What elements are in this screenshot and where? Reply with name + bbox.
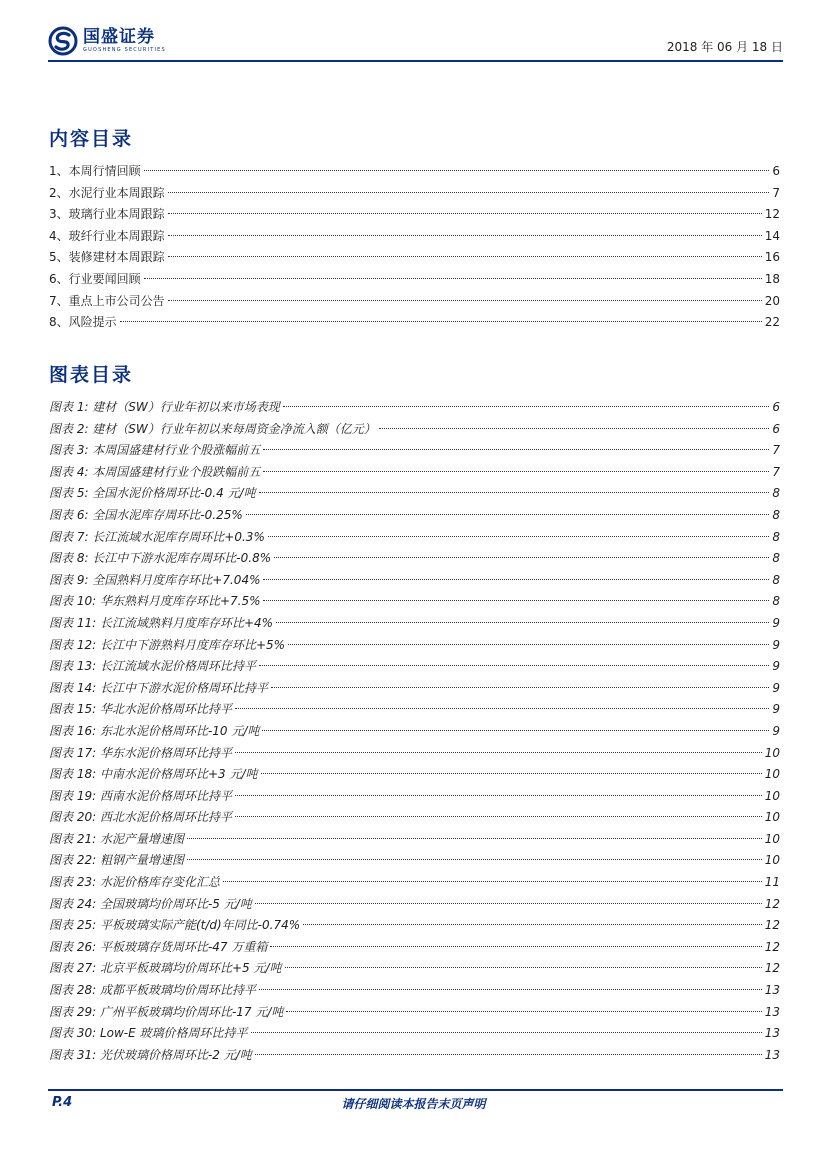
toc-entry[interactable] [49, 312, 780, 334]
figure-entry-page: 12 [764, 939, 780, 954]
toc-entry[interactable] [49, 226, 780, 248]
dot-leader [303, 924, 762, 925]
footer-disclaimer: 请仔细阅读本报告末页声明 [341, 1097, 486, 1111]
figure-entry-label: 图表 30: Low-E 玻璃价格周环比持平 [49, 1026, 248, 1041]
figure-entry-label: 图表 17: 华东水泥价格周环比持平 [49, 745, 232, 760]
dot-leader [259, 492, 770, 493]
figure-entry-label: 图表 24: 全国玻璃均价周环比-5 元/吨 [49, 896, 252, 911]
figure-entry[interactable] [49, 570, 780, 592]
toc-entry-label: 7、重点上市公司公告 [49, 293, 165, 308]
figure-entry-page: 10 [764, 810, 780, 825]
figure-entry[interactable] [49, 721, 780, 743]
figure-entry-page: 8 [772, 507, 780, 522]
report-date: 2018 年 06 月 18 日 [666, 40, 783, 54]
dot-leader [263, 471, 769, 472]
dot-leader [288, 644, 769, 645]
figure-entry-label: 图表 11: 长江流域熟料月度库存环比+4% [49, 615, 274, 630]
company-logo [48, 26, 166, 56]
figure-entry[interactable] [49, 548, 780, 570]
dot-leader [168, 213, 762, 214]
figure-entry-label: 图表 7: 长江流域水泥库存周环比+0.3% [49, 529, 265, 544]
figure-entry[interactable] [49, 635, 780, 657]
figure-entry-label: 图表 10: 华东熟料月度库存环比+7.5% [49, 594, 261, 609]
figure-entry-label: 图表 31: 光伏玻璃价格周环比-2 元/吨 [49, 1047, 252, 1062]
dot-leader [263, 579, 769, 580]
figure-entry-page: 10 [764, 853, 780, 868]
dot-leader [276, 622, 769, 623]
toc-entry-label: 4、玻纤行业本周跟踪 [49, 228, 165, 243]
figure-entry-label: 图表 23: 水泥价格库存变化汇总 [49, 875, 220, 890]
toc-entry[interactable] [49, 183, 780, 205]
figure-entry-page: 13 [764, 1026, 780, 1041]
figure-entry-page: 11 [764, 875, 780, 890]
toc-entry-page: 14 [764, 228, 780, 243]
toc-entry-label: 3、玻璃行业本周跟踪 [49, 207, 165, 222]
toc-entry-page: 16 [764, 250, 780, 265]
figure-entry-page: 9 [772, 680, 780, 695]
dot-leader [263, 600, 769, 601]
figure-entry-page: 12 [764, 961, 780, 976]
figure-entry-page: 10 [764, 745, 780, 760]
toc-entry-page: 20 [764, 293, 780, 308]
dot-leader [286, 1011, 761, 1012]
figure-entry-page: 8 [772, 529, 780, 544]
figure-entry-label: 图表 14: 长江中下游水泥价格周环比持平 [49, 680, 268, 695]
figure-entry-label: 图表 13: 长江流域水泥价格周环比持平 [49, 659, 256, 674]
toc-entry[interactable] [49, 161, 780, 183]
guosheng-logo-icon [48, 26, 78, 56]
figure-entry-page: 9 [772, 702, 780, 717]
dot-leader [285, 967, 762, 968]
figure-entry[interactable] [49, 807, 780, 829]
dot-leader [120, 321, 762, 322]
figure-entry-page: 13 [764, 1047, 780, 1062]
footer-divider [48, 1089, 783, 1091]
figure-entry-label: 图表 6: 全国水泥库存周环比-0.25% [49, 507, 243, 522]
figure-entry-page: 12 [764, 896, 780, 911]
toc-list [49, 161, 780, 334]
figure-entry[interactable] [49, 850, 780, 872]
figure-entry[interactable] [49, 505, 780, 527]
figure-entry[interactable] [49, 958, 780, 980]
figure-entry[interactable] [49, 440, 780, 462]
dot-leader [168, 235, 762, 236]
figure-entry[interactable] [49, 699, 780, 721]
figure-entry-label: 图表 4: 本周国盛建材行业个股跌幅前五 [49, 464, 261, 479]
figure-entry-page: 7 [772, 443, 780, 458]
figure-entry[interactable] [49, 397, 780, 419]
toc-entry-label: 1、本周行情回顾 [49, 164, 141, 178]
figure-entry[interactable] [49, 764, 780, 786]
figure-entry-page: 8 [772, 594, 780, 609]
toc-entry[interactable] [49, 269, 780, 291]
toc-entry[interactable] [49, 204, 780, 226]
logo-name-cn: 国盛证券 [83, 27, 155, 47]
figure-entry-label: 图表 22: 粗钢产量增速图 [49, 853, 184, 868]
figure-entry[interactable] [49, 937, 780, 959]
figure-entry-label: 图表 5: 全国水泥价格周环比-0.4 元/吨 [49, 486, 256, 501]
logo-name-en: GUOSHENG SECURITIES [83, 47, 166, 53]
figure-entry[interactable] [49, 915, 780, 937]
figure-entry-label: 图表 15: 华北水泥价格周环比持平 [49, 702, 232, 717]
figure-entry-page: 9 [772, 615, 780, 630]
dot-leader [262, 730, 769, 731]
dot-leader [255, 903, 762, 904]
figure-entry-page: 6 [772, 400, 780, 414]
figure-entry-label: 图表 1: 建材（SW）行业年初以来市场表现 [49, 400, 280, 414]
figure-entry-page: 10 [764, 831, 780, 846]
figure-entry-label: 图表 29: 广州平板玻璃均价周环比-17 元/吨 [49, 1004, 284, 1019]
figure-entry-label: 图表 8: 长江中下游水泥库存周环比-0.8% [49, 551, 272, 566]
figure-index-list [49, 397, 780, 1066]
toc-entry-page: 7 [772, 185, 780, 200]
figure-entry-page: 13 [764, 1004, 780, 1019]
toc-entry-page: 6 [772, 164, 780, 178]
dot-leader [251, 1032, 762, 1033]
figure-entry-label: 图表 19: 西南水泥价格周环比持平 [49, 788, 232, 803]
figure-entry-page: 8 [772, 486, 780, 501]
figure-entry-label: 图表 12: 长江中下游熟料月度库存环比+5% [49, 637, 286, 652]
dot-leader [259, 989, 762, 990]
dot-leader [271, 687, 769, 688]
figure-entry-label: 图表 21: 水泥产量增速图 [49, 831, 184, 846]
dot-leader [259, 665, 769, 666]
figure-entry-label: 图表 27: 北京平板玻璃均价周环比+5 元/吨 [49, 961, 282, 976]
figure-entry-label: 图表 20: 西北水泥价格周环比持平 [49, 810, 232, 825]
dot-leader [168, 256, 762, 257]
figure-entry[interactable] [49, 980, 780, 1002]
dot-leader [168, 300, 762, 301]
figure-entry-page: 8 [772, 572, 780, 587]
page-header [48, 24, 783, 62]
toc-entry-label: 6、行业要闻回顾 [49, 271, 141, 286]
dot-leader [283, 406, 770, 407]
figure-entry-label: 图表 18: 中南水泥价格周环比+3 元/吨 [49, 767, 258, 782]
figure-entry-page: 13 [764, 983, 780, 998]
page-number: P.4 [52, 1095, 73, 1110]
figure-entry[interactable] [49, 419, 780, 441]
figure-entry-page: 10 [764, 767, 780, 782]
dot-leader [379, 428, 770, 429]
dot-leader [235, 708, 769, 709]
figure-entry[interactable] [49, 527, 780, 549]
figure-entry[interactable] [49, 591, 780, 613]
figure-entry-label: 图表 3: 本周国盛建材行业个股涨幅前五 [49, 443, 261, 458]
toc-entry-label: 8、风险提示 [49, 315, 117, 330]
figure-entry-page: 9 [772, 723, 780, 738]
figure-entry-label: 图表 16: 东北水泥价格周环比-10 元/吨 [49, 723, 260, 738]
figure-entry-page: 10 [764, 788, 780, 803]
toc-entry[interactable] [49, 247, 780, 269]
toc-entry-page: 12 [764, 207, 780, 222]
figure-entry[interactable] [49, 872, 780, 894]
figure-entry-label: 图表 26: 平板玻璃存货周环比-47 万重箱 [49, 939, 268, 954]
figure-entry[interactable] [49, 1045, 780, 1067]
figure-entry[interactable] [49, 656, 780, 678]
dot-leader [246, 514, 770, 515]
figure-entry[interactable] [49, 462, 780, 484]
figure-entry-label: 图表 25: 平板玻璃实际产能(t/d)年同比-0.74% [49, 918, 301, 933]
dot-leader [263, 449, 769, 450]
figure-entry-label: 图表 28: 成都平板玻璃均价周环比持平 [49, 983, 256, 998]
figure-entry[interactable] [49, 613, 780, 635]
figure-entry-page: 9 [772, 637, 780, 652]
toc-entry-page: 22 [764, 315, 780, 330]
figure-entry-label: 图表 2: 建材（SW）行业年初以来每周资金净流入额（亿元） [49, 421, 376, 436]
toc-entry[interactable] [49, 291, 780, 313]
figure-entry[interactable] [49, 1002, 780, 1024]
figure-entry[interactable] [49, 743, 780, 765]
dot-leader [268, 536, 770, 537]
dot-leader [270, 946, 761, 947]
dot-leader [235, 816, 762, 817]
figure-entry-page: 6 [772, 421, 780, 436]
figure-entry[interactable] [49, 894, 780, 916]
dot-leader [235, 795, 762, 796]
dot-leader [187, 838, 762, 839]
figure-entry-page: 12 [764, 918, 780, 933]
dot-leader [144, 278, 762, 279]
dot-leader [223, 881, 762, 882]
toc-entry-label: 2、水泥行业本周跟踪 [49, 185, 165, 200]
figure-entry[interactable] [49, 786, 780, 808]
figure-entry[interactable] [49, 678, 780, 700]
dot-leader [168, 192, 770, 193]
dot-leader [235, 752, 762, 753]
dot-leader [144, 170, 770, 171]
figure-entry[interactable] [49, 829, 780, 851]
dot-leader [274, 557, 769, 558]
dot-leader [255, 1054, 762, 1055]
dot-leader [187, 859, 762, 860]
figure-entry-page: 9 [772, 659, 780, 674]
figure-entry-page: 8 [772, 551, 780, 566]
figure-entry-label: 图表 9: 全国熟料月度库存环比+7.04% [49, 572, 261, 587]
figure-entry[interactable] [49, 483, 780, 505]
header-divider [48, 60, 783, 62]
toc-entry-page: 18 [764, 271, 780, 286]
figure-index-heading: 图表目录 [49, 364, 134, 386]
dot-leader [261, 773, 762, 774]
figure-entry[interactable] [49, 1023, 780, 1045]
toc-heading: 内容目录 [49, 128, 134, 150]
figure-entry-page: 7 [772, 464, 780, 479]
toc-entry-label: 5、装修建材本周跟踪 [49, 250, 165, 265]
